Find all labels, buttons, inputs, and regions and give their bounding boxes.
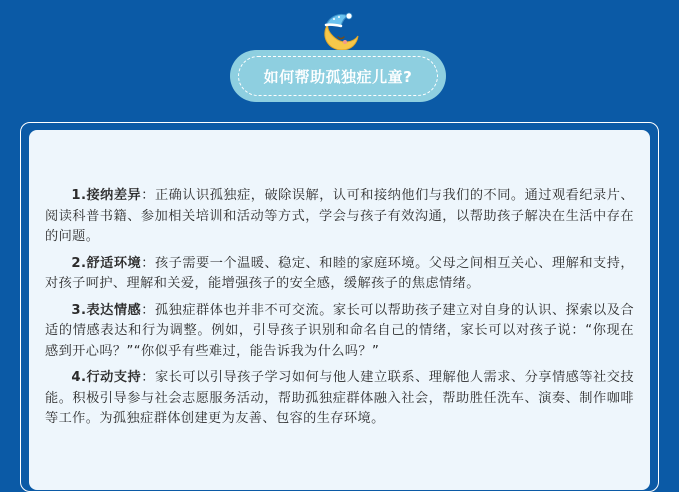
- paragraph-separator: ：: [141, 370, 155, 385]
- page-title: 如何帮助孤独症儿童?: [263, 67, 413, 86]
- paragraph-body: 正确认识孤独症，破除误解，认可和接纳他们与我们的不同。通过观看纪录片、阅读科普书籍、参加相关培训和活动等方式，学会与孩子有效沟通，以帮助孩子解决在生活中存在的问题。: [45, 188, 635, 244]
- paragraph-action: [45, 368, 634, 430]
- paragraph-separator: ：: [141, 302, 155, 318]
- paragraph-acceptance: [45, 186, 634, 248]
- paragraph-heading: 1.接纳差异: [71, 188, 142, 203]
- paragraph-environment: [45, 254, 634, 295]
- content-card: [29, 130, 650, 490]
- paragraph-heading: 2.舒适环境: [71, 255, 142, 271]
- title-banner: [230, 50, 446, 102]
- paragraph-body: 孤独症群体也并非不可交流。家长可以帮助孩子建立对自身的认识、探索以及合适的情感表达和行为调整。例如，引导孩子识别和命名自己的情绪，家长可以对孩子说：“你现在感到开心吗？”“你似乎有些难过，能告诉我为什么吗？”: [45, 302, 635, 359]
- paragraph-body: 家长可以引导孩子学习如何与他人建立联系、理解他人需求、分享情感等社交技能。积极引导参与社会志愿服务活动，帮助孤独症群体融入社会，帮助胜任洗车、演奏、制作咖啡等工作。为孤独症群体创建更为友善、包容的生存环境。: [45, 370, 635, 426]
- paragraph-heading: 3.表达情感: [71, 302, 142, 318]
- sleeping-moon-icon: [318, 10, 360, 52]
- paragraph-heading: 4.行动支持: [71, 370, 142, 385]
- paragraph-separator: ：: [141, 255, 155, 271]
- paragraph-body: 孩子需要一个温暖、稳定、和睦的家庭环境。父母之间相互关心、理解和支持，对孩子呵护、理解和关爱，能增强孩子的安全感，缓解孩子的焦虑情绪。: [45, 255, 635, 291]
- paragraph-separator: ：: [141, 188, 155, 203]
- title-dashed-border: [238, 56, 438, 96]
- paragraph-emotion: [45, 301, 634, 363]
